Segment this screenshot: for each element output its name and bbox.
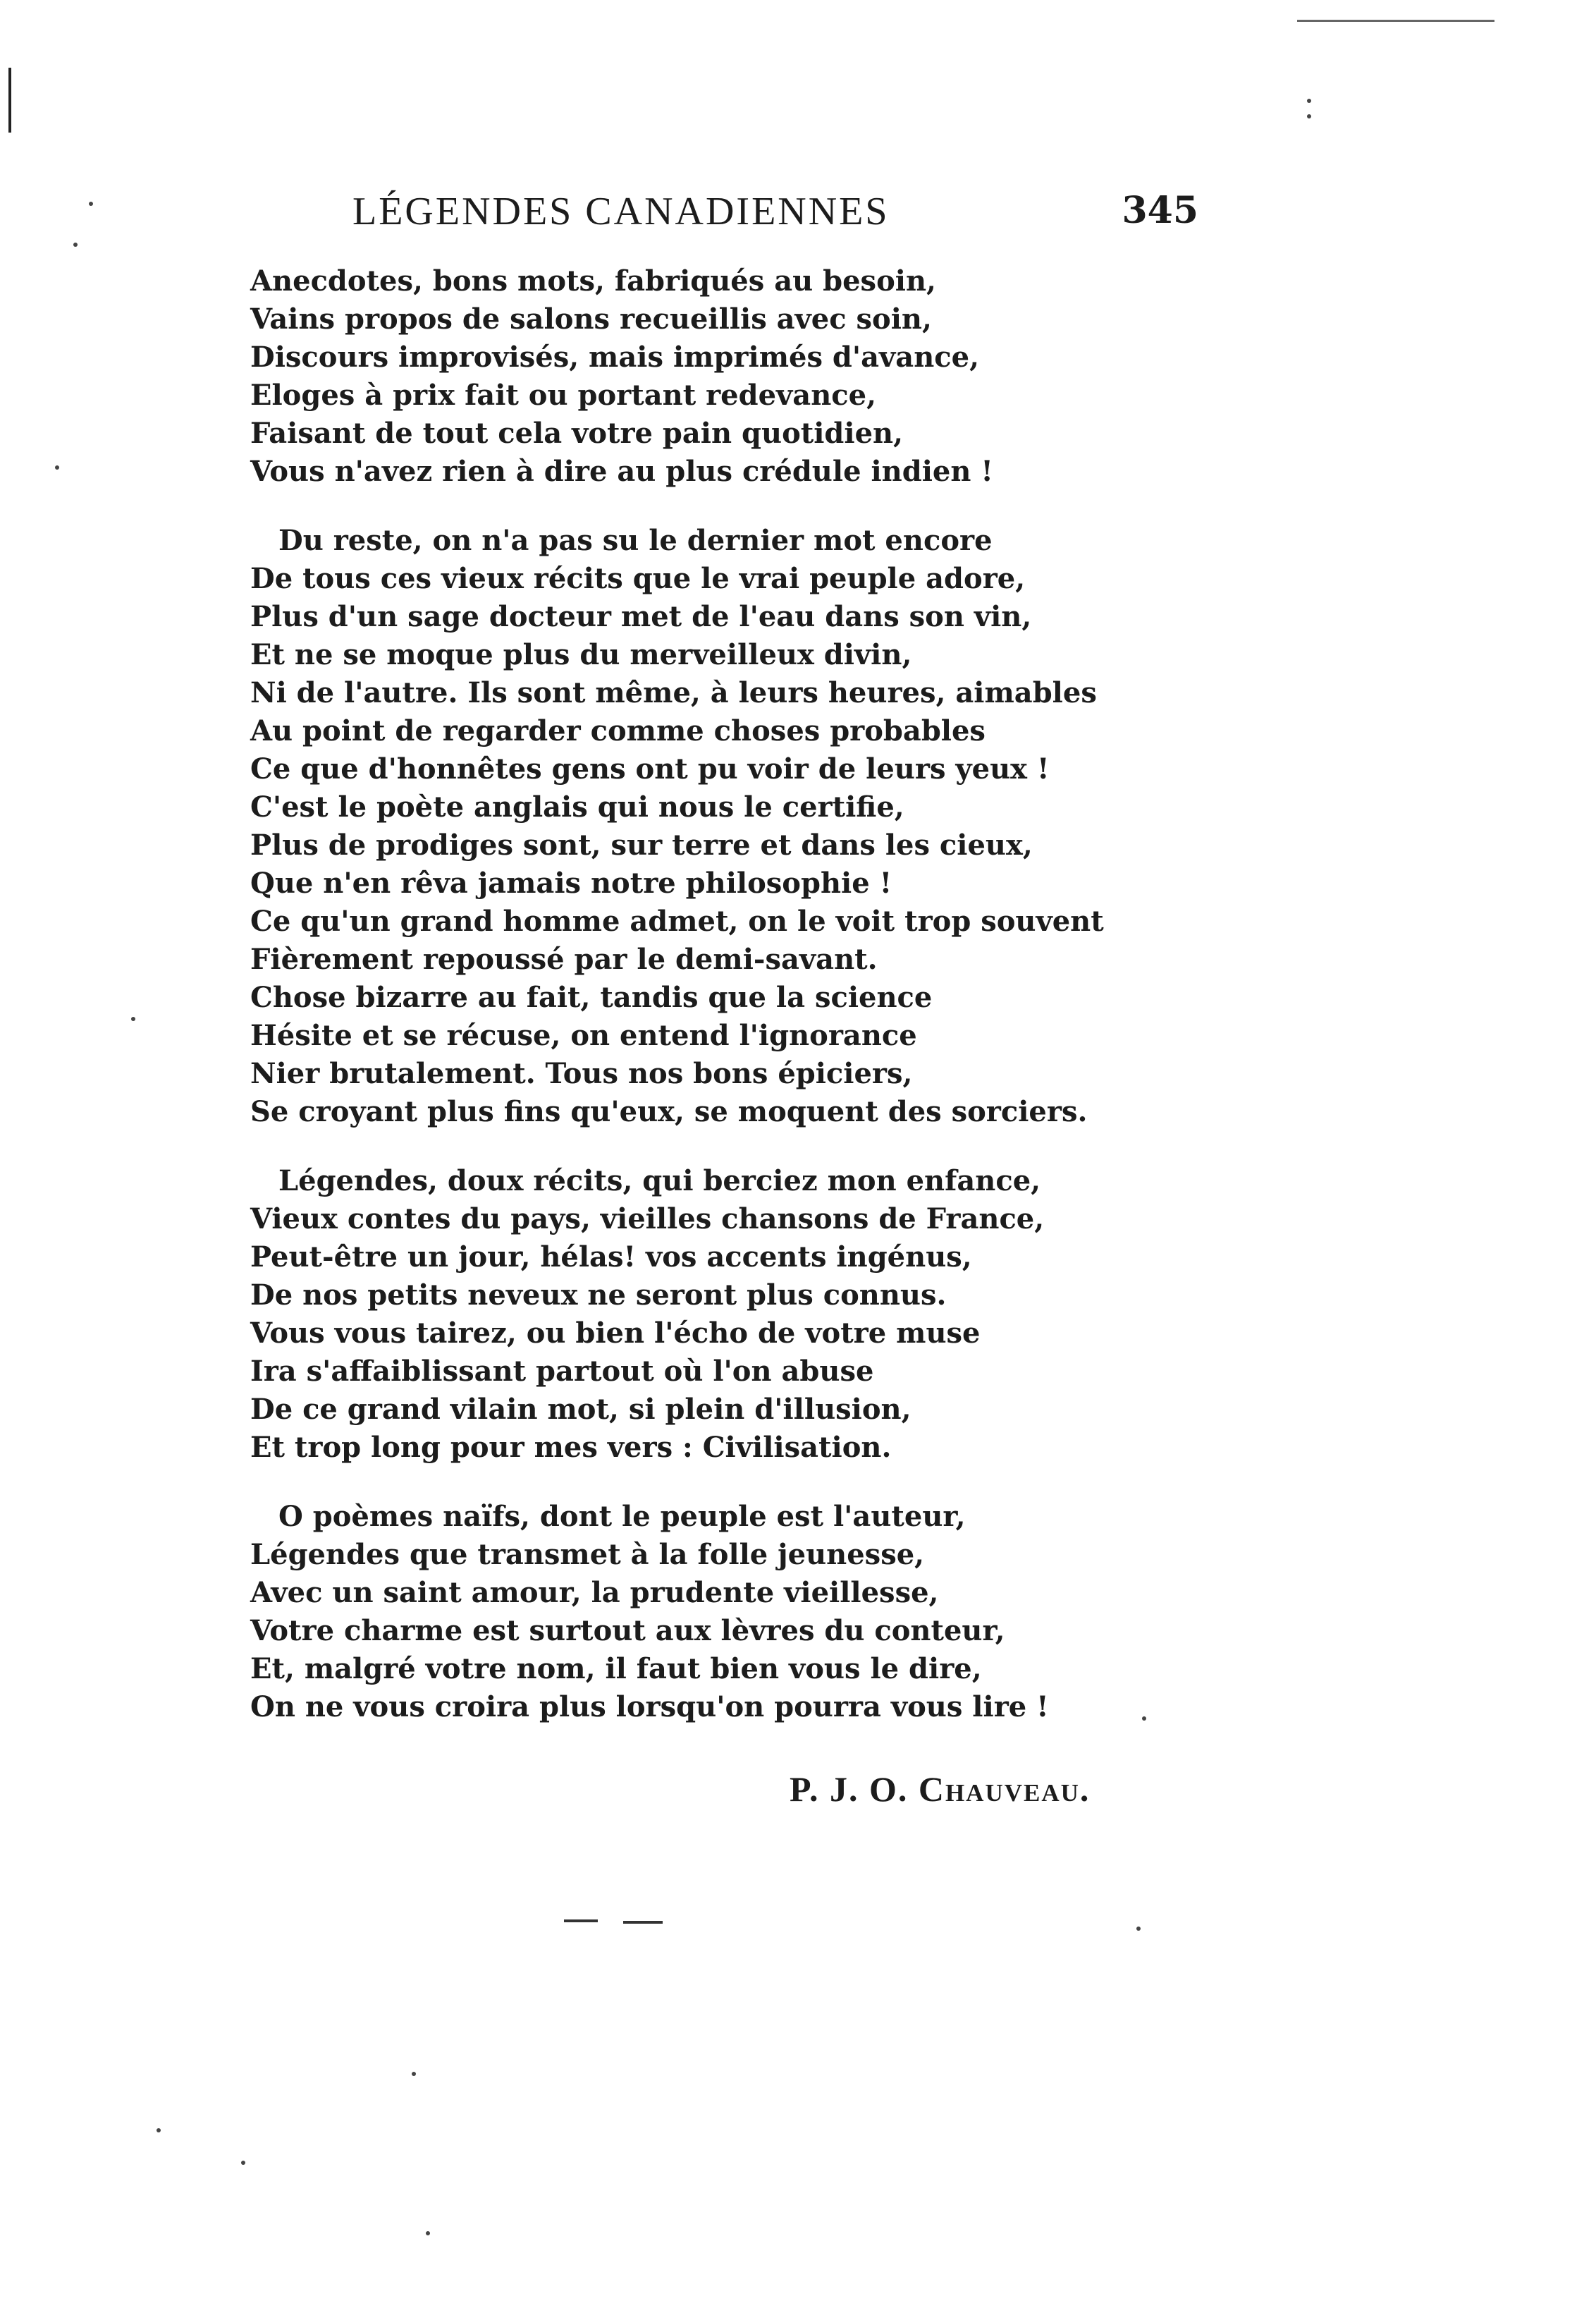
verse-line: De ce grand vilain mot, si plein d'illusion, (250, 1393, 911, 1426)
verse-line: Ce que d'honnêtes gens ont pu voir de leurs yeux ! (250, 752, 1050, 786)
stanza-3 (250, 1162, 1251, 1467)
verse-line: O poèmes naïfs, dont le peuple est l'auteur, (278, 1500, 966, 1533)
verse-line: Fièrement repoussé par le demi-savant. (250, 943, 878, 976)
scan-speck (241, 2161, 245, 2165)
verse-line: Hésite et se récuse, on entend l'ignorance (250, 1019, 917, 1052)
verse-line: Anecdotes, bons mots, fabriqués au besoin, (250, 264, 936, 298)
verse-line: Ce qu'un grand homme admet, on le voit trop souvent (250, 905, 1104, 938)
stanza-1 (250, 262, 1251, 491)
page-number: 345 (1122, 189, 1198, 232)
page-header (331, 189, 1198, 252)
verse-line: C'est le poète anglais qui nous le certifie, (250, 790, 904, 824)
verse-line: Ira s'affaiblissant partout où l'on abuse (250, 1355, 874, 1388)
verse-line: Discours improvisés, mais imprimés d'avance, (250, 341, 980, 374)
poem-body (250, 262, 1251, 1757)
verse-line: Vains propos de salons recueillis avec soin, (250, 303, 932, 336)
scan-speck (1307, 99, 1311, 103)
verse-line: Vieux contes du pays, vieilles chansons de France, (250, 1202, 1045, 1235)
verse-line: Chose bizarre au fait, tandis que la science (250, 981, 933, 1014)
verse-line: Faisant de tout cela votre pain quotidien, (250, 417, 904, 450)
author-signature (790, 1769, 1090, 1809)
verse-line: De tous ces vieux récits que le vrai peuple adore, (250, 562, 1026, 595)
verse-line: Du reste, on n'a pas su le dernier mot encore (278, 524, 993, 557)
verse-line: Et trop long pour mes vers : Civilisation. (250, 1431, 892, 1464)
scan-speck (1307, 114, 1311, 118)
verse-line: Ni de l'autre. Ils sont même, à leurs heures, aimables (250, 676, 1097, 709)
verse-line: Légendes que transmet à la folle jeunesse, (250, 1538, 925, 1571)
verse-line: Au point de regarder comme choses probables (250, 714, 986, 747)
verse-line: Avec un saint amour, la prudente vieillesse, (250, 1576, 939, 1609)
verse-line: On ne vous croira plus lorsqu'on pourra vous lire ! (250, 1690, 1049, 1723)
scan-speck (89, 202, 93, 206)
scan-speck (1142, 1716, 1146, 1721)
verse-line: Vous n'avez rien à dire au plus crédule indien ! (250, 455, 993, 488)
verse-line: Et, malgré votre nom, il faut bien vous le dire, (250, 1652, 982, 1685)
scan-speck (412, 2072, 416, 2076)
scan-top-rule (1297, 20, 1494, 22)
verse-line: Que n'en rêva jamais notre philosophie ! (250, 867, 892, 900)
verse-line: Nier brutalement. Tous nos bons épiciers, (250, 1057, 913, 1090)
scan-speck (1136, 1927, 1141, 1931)
author-initials: P. J. O. (790, 1769, 909, 1809)
scan-speck (55, 465, 59, 470)
verse-line: Légendes, doux récits, qui berciez mon enfance, (278, 1164, 1041, 1197)
verse-line: Et ne se moque plus du merveilleux divin, (250, 638, 912, 671)
running-head: LÉGENDES CANADIENNES (352, 190, 890, 233)
stanza-2 (250, 522, 1251, 1131)
verse-line: Se croyant plus fins qu'eux, se moquent des sorciers. (250, 1095, 1088, 1128)
end-rule-left (564, 1919, 598, 1922)
scan-speck (73, 243, 78, 247)
scan-speck (426, 2231, 430, 2235)
verse-line: Plus d'un sage docteur met de l'eau dans son vin, (250, 600, 1032, 633)
verse-line: Peut-être un jour, hélas! vos accents ingénus, (250, 1240, 972, 1274)
scan-margin-mark (8, 68, 11, 133)
verse-line: Eloges à prix fait ou portant redevance, (250, 379, 877, 412)
end-rule-right (623, 1921, 663, 1924)
scan-speck (156, 2128, 161, 2132)
author-surname: Chauveau. (918, 1769, 1091, 1809)
stanza-4 (250, 1498, 1251, 1726)
scan-speck (131, 1017, 135, 1021)
verse-line: De nos petits neveux ne seront plus connus. (250, 1278, 947, 1312)
verse-line: Plus de prodiges sont, sur terre et dans les cieux, (250, 829, 1033, 862)
verse-line: Vous vous tairez, ou bien l'écho de votre muse (250, 1317, 981, 1350)
verse-line: Votre charme est surtout aux lèvres du conteur, (250, 1614, 1005, 1647)
